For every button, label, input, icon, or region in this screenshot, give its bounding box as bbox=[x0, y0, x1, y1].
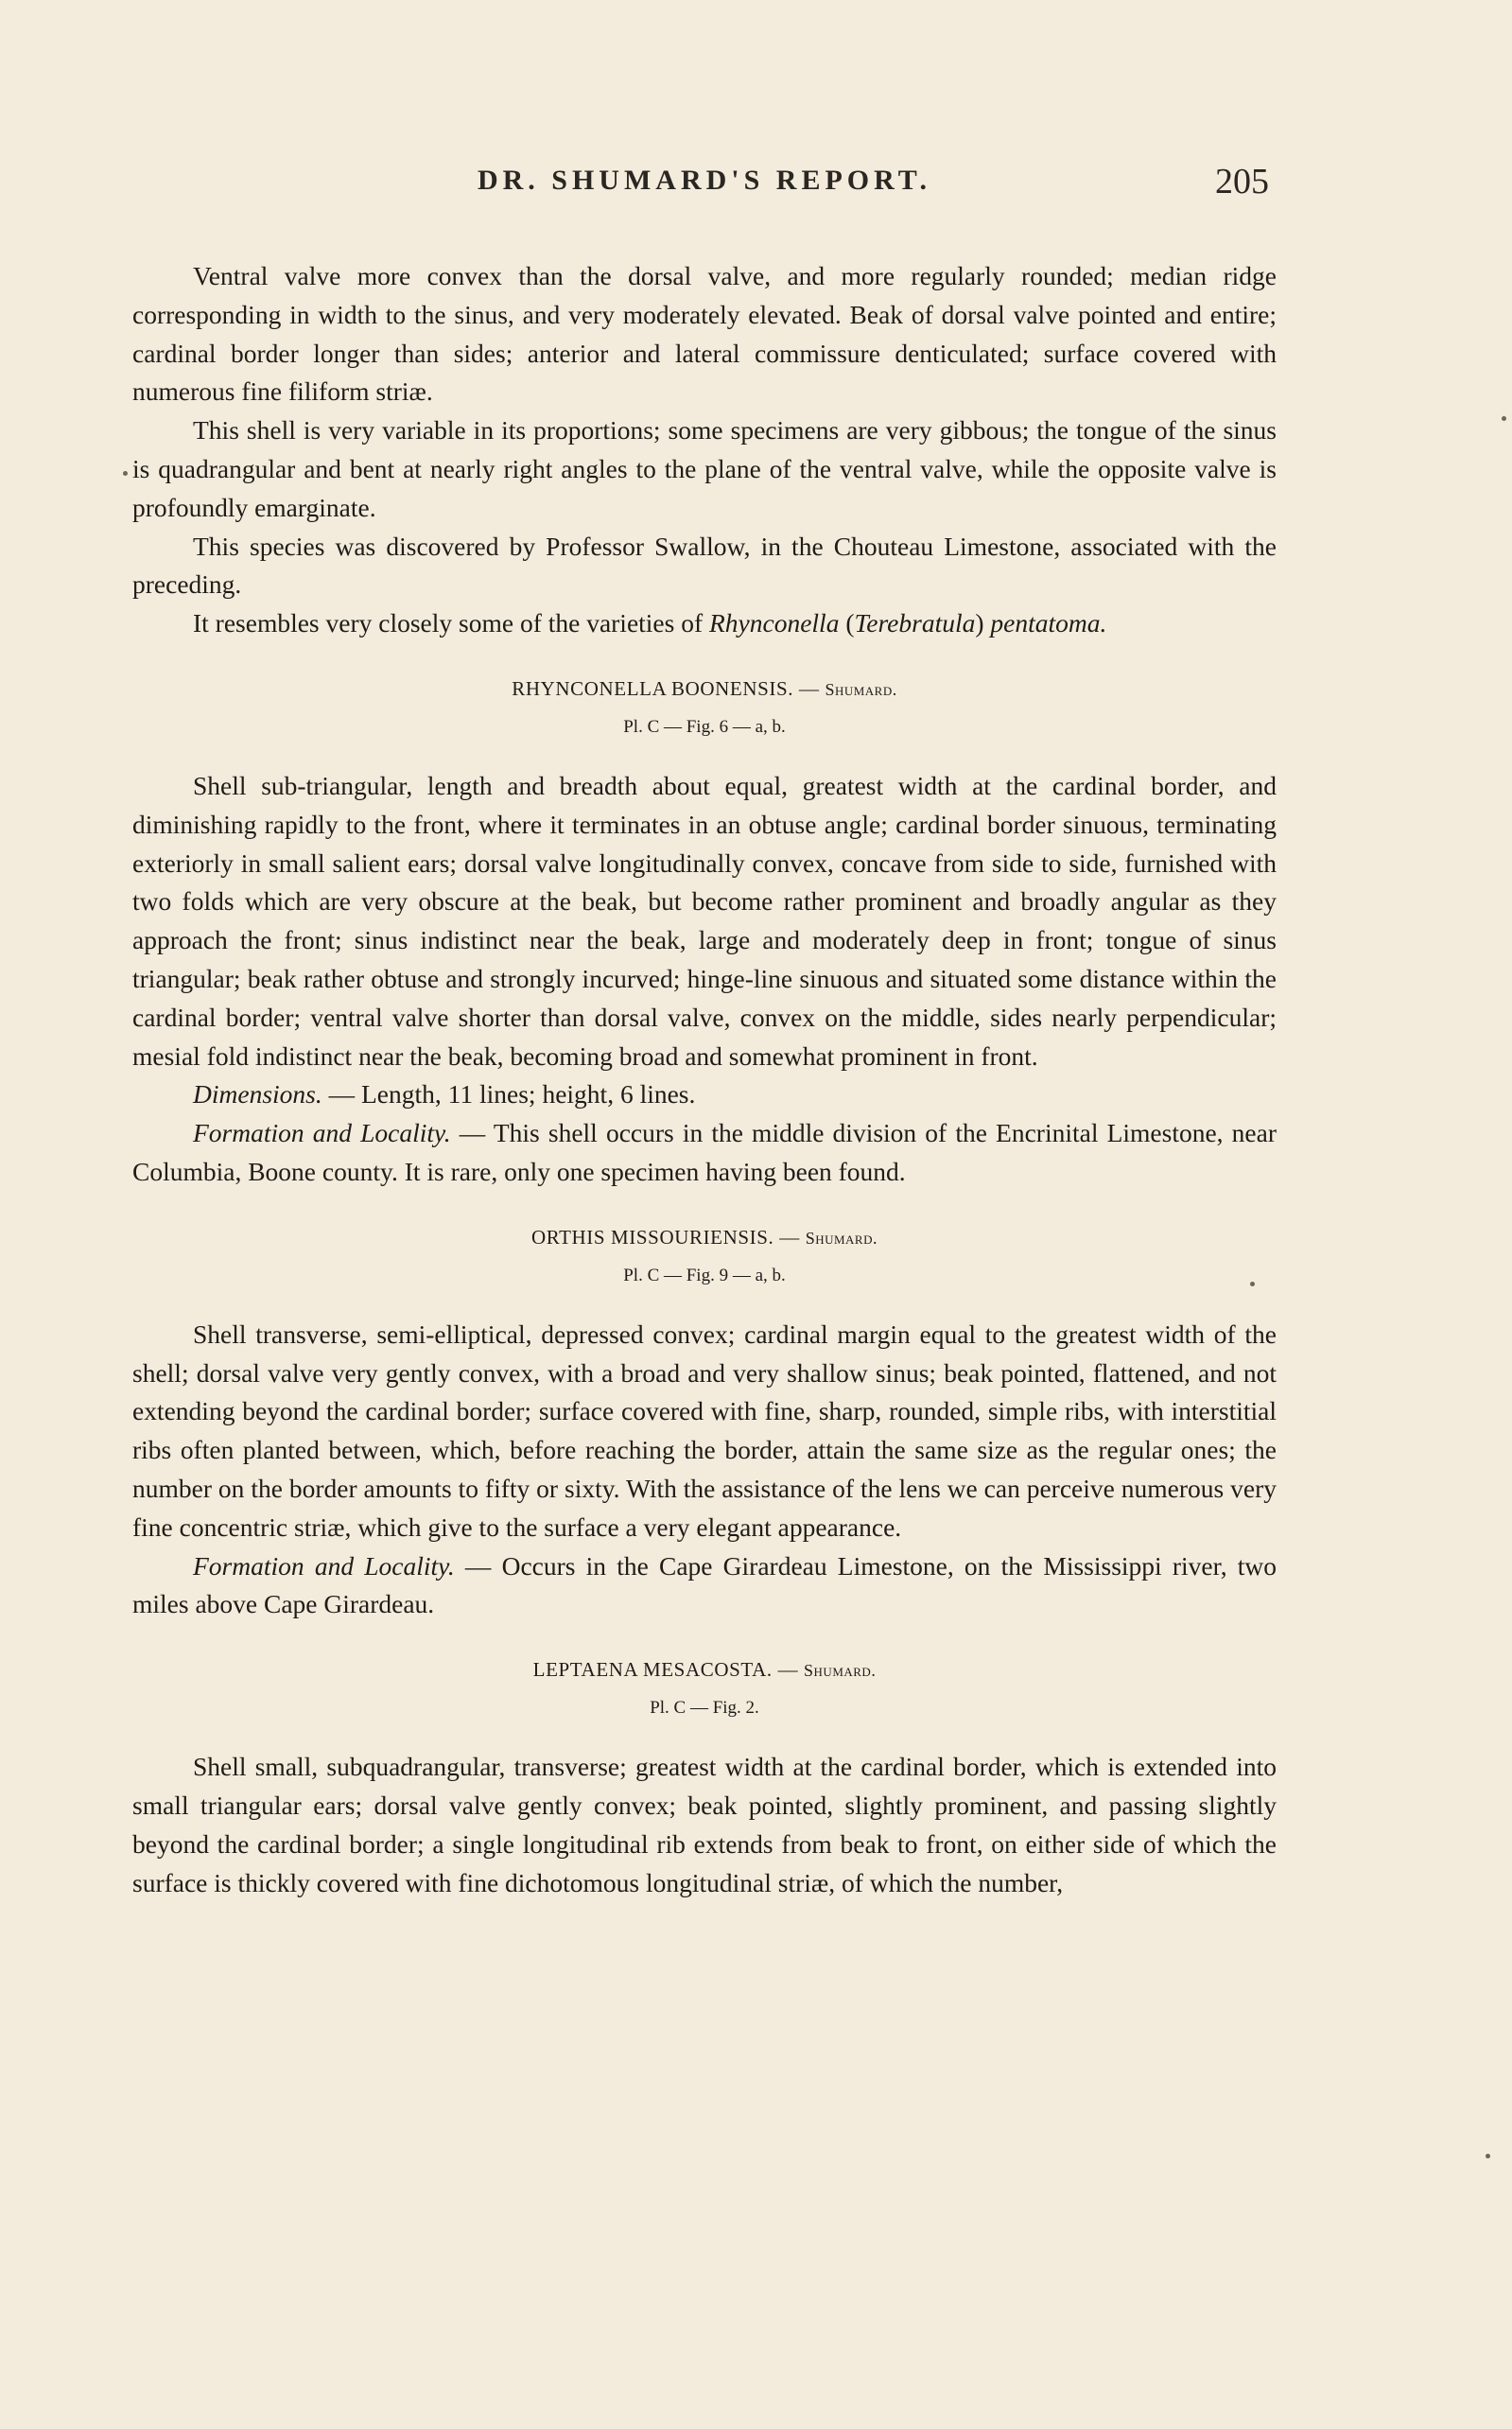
species-title: ORTHIS MISSOURIENSIS. — bbox=[531, 1225, 806, 1249]
section-heading-boonensis bbox=[132, 668, 1277, 710]
section-heading-orthis bbox=[132, 1216, 1277, 1259]
plate-reference-orthis: Pl. C — Fig. 9 — a, b. bbox=[623, 1265, 786, 1285]
genus-name: Rhynconella bbox=[709, 608, 840, 638]
margin-speck bbox=[1502, 416, 1506, 421]
margin-speck bbox=[123, 471, 128, 476]
plate-reference-boonensis: Pl. C — Fig. 6 — a, b. bbox=[623, 716, 786, 737]
subgenus-name: Terebratula bbox=[854, 608, 976, 638]
running-title: DR. SHUMARD'S REPORT. bbox=[477, 165, 932, 196]
page-number: 205 bbox=[1215, 162, 1269, 201]
comparison-text: It resembles very closely some of the varieties of bbox=[193, 608, 704, 638]
intro-paragraph-2: This shell is very variable in its proportions; some specimens are very gibbous; the tongue of the sinus is quadrangular and bent at nearly right angles to the plane of the ventral valve, while the opposite valve is profoundly emarginate. bbox=[132, 415, 1277, 522]
locality-text: — This shell occurs in the middle division of the Encrinital Limestone, near Columbia, Boone county. It is rare, only one specimen having been found. bbox=[132, 1118, 1277, 1186]
dimensions-label: Dimensions. bbox=[193, 1079, 322, 1110]
author-name: Shumard. bbox=[805, 1228, 878, 1248]
locality-label: Formation and Locality. bbox=[193, 1118, 451, 1148]
author-name: Shumard. bbox=[825, 679, 897, 699]
description-leptaena: Shell small, subquadrangular, transverse; greatest width at the cardinal border, which is extended into small triangular ears; dorsal valve gently convex; beak pointed, slightly prominent, and passing slightly beyond the cardinal border; a single longitudinal rib extends from beak to front, on either side of which the surface is thickly covered with fine dichotomous longitudinal striæ, of which the number, bbox=[132, 1752, 1277, 1897]
dimensions-boonensis bbox=[132, 1075, 1277, 1114]
author-name: Shumard. bbox=[804, 1661, 877, 1681]
intro-paragraph-3: This species was discovered by Professor Swallow, in the Chouteau Limestone, associated with the preceding. bbox=[132, 531, 1277, 600]
locality-text: — Occurs in the Cape Girardeau Limestone, on the Mississippi river, two miles above Cape Girardeau. bbox=[132, 1550, 1277, 1619]
description-orthis: Shell transverse, semi-elliptical, depressed convex; cardinal margin equal to the greatest width of the shell; dorsal valve very gently convex, with a broad and very shallow sinus; beak pointed, flattened, and not extending beyond the cardinal border; surface covered with fine, sharp, rounded, simple ribs, with interstitial ribs often planted between, which, before reaching the border, attain the same size as the regular ones; the number on the border amounts to fifty or sixty. With the assistance of the lens we can perceive numerous very fine concentric striæ, which give to the surface a very elegant appearance. bbox=[132, 1319, 1277, 1542]
dimensions-text: — Length, 11 lines; height, 6 lines. bbox=[322, 1079, 696, 1110]
locality-label: Formation and Locality. bbox=[193, 1550, 455, 1581]
species-title: LEPTAENA MESACOSTA. — bbox=[532, 1658, 805, 1682]
locality-orthis bbox=[132, 1547, 1277, 1625]
description-boonensis: Shell sub-triangular, length and breadth about equal, greatest width at the cardinal border, and diminishing rapidly to the front, where it terminates in an obtuse angle; cardinal border sinuous, terminating exteriorly in small salient ears; dorsal valve longitudinally convex, concave from side to side, furnished with two folds which are very obscure at the beak, but become rather prominent and broadly angular as they approach the front; sinus indistinct near the beak, large and moderately deep in front; tongue of sinus triangular; beak rather obtuse and strongly incurved; hinge-line sinuous and situated some distance within the cardinal border; ventral valve shorter than dorsal valve, convex on the middle, sides nearly perpendicular; mesial fold indistinct near the beak, becoming broad and somewhat prominent in front. bbox=[132, 770, 1277, 1071]
species-name: pentatoma. bbox=[990, 608, 1107, 638]
section-heading-leptaena bbox=[132, 1649, 1277, 1691]
plate-reference-leptaena: Pl. C — Fig. 2. bbox=[650, 1698, 759, 1719]
locality-boonensis bbox=[132, 1114, 1277, 1192]
species-title: RHYNCONELLA BOONENSIS. — bbox=[512, 676, 826, 700]
intro-paragraph-4: It resembles very closely some of the varieties of Rhynconella (Terebratula) pentatoma. bbox=[193, 608, 1107, 638]
margin-speck bbox=[1250, 1282, 1255, 1286]
running-head bbox=[132, 161, 1277, 210]
body-text bbox=[132, 257, 1277, 1902]
intro-paragraph-1: Ventral valve more convex than the dorsal valve, and more regularly rounded; median ridge corresponding in width to the sinus, and very moderately elevated. Beak of dorsal valve pointed and entire; cardinal border longer than sides; anterior and lateral commissure denticulated; surface covered with numerous fine filiform striæ. bbox=[132, 261, 1277, 407]
margin-speck bbox=[1486, 2154, 1490, 2158]
